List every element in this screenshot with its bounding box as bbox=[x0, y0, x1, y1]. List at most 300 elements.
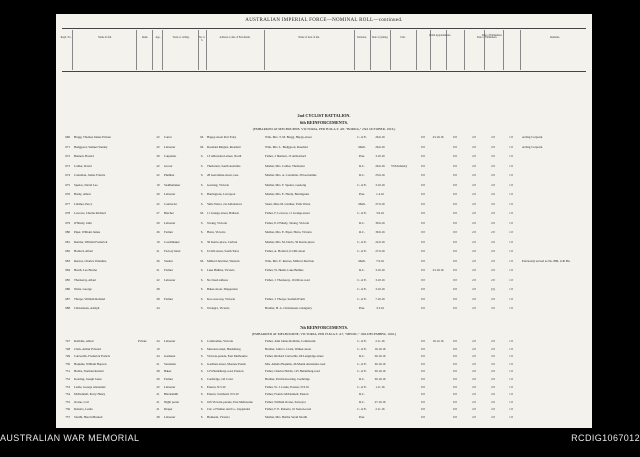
date-joined: 30.10.16 bbox=[374, 362, 386, 366]
pay-rate-e: 2 0 bbox=[491, 155, 495, 158]
age: 19 bbox=[156, 240, 160, 244]
marital-status: S. bbox=[200, 307, 204, 310]
table-row bbox=[56, 416, 592, 422]
regtl-no-header: Regtl. No. bbox=[60, 36, 72, 39]
section1-subtitle: 6th REINFORCEMENTS. bbox=[300, 120, 348, 125]
pay-rate-a: 0 0 bbox=[421, 193, 425, 196]
next-of-kin: Father, Charles Hobbs, 125 Heidelberg-road bbox=[265, 370, 320, 374]
religion: Pres. bbox=[358, 416, 366, 419]
pay-rate-d: 2 0 bbox=[472, 340, 476, 343]
religion: Meth. bbox=[358, 202, 366, 206]
pay-rate-e: 2 0 bbox=[491, 297, 495, 301]
marital-status: S. bbox=[200, 164, 204, 168]
next-of-kin: Mother, Mrs. E. Piper, Harta, Victoria bbox=[265, 231, 312, 234]
age: 26 bbox=[156, 259, 160, 263]
next-of-kin: Brother, H. A. Christensen, Glengarry bbox=[265, 307, 312, 310]
religion: C. of E. bbox=[357, 347, 367, 351]
regtl-number: 757 bbox=[65, 416, 70, 419]
next-of-kin-header: Name of next of kin. bbox=[298, 36, 320, 39]
pay-rate-f: 1 0 bbox=[509, 408, 513, 412]
pay-rate-d: 2 0 bbox=[472, 212, 476, 215]
trade: Station bbox=[164, 259, 173, 263]
next-of-kin: Father, F. Lowrow, 11 Grange-street bbox=[265, 212, 310, 215]
regtl-number: 688 bbox=[65, 307, 70, 310]
table-row bbox=[56, 222, 592, 228]
table-row bbox=[56, 231, 592, 237]
relation-header: Relation. bbox=[357, 36, 367, 39]
soldier-name: Collier, David bbox=[74, 164, 92, 168]
pay-rate-f: 1 0 bbox=[509, 174, 513, 177]
remarks-header: Remarks. bbox=[550, 36, 560, 39]
pay-rate-d: 2 0 bbox=[472, 269, 476, 272]
document-title: AUSTRALIAN IMPERIAL FORCE—NOMINAL ROLL—continued. bbox=[245, 18, 403, 23]
soldier-name: Hobbs, Norman Roland bbox=[74, 370, 104, 374]
pay-rate-c: 0 0 bbox=[453, 307, 457, 310]
age: 20 bbox=[156, 155, 160, 158]
table-row bbox=[56, 288, 592, 294]
marital-status: S. bbox=[200, 400, 204, 404]
regtl-number: 752 bbox=[65, 378, 70, 381]
address: Lake Bulline, Victoria bbox=[207, 269, 235, 272]
date-joined: 3.9.16 bbox=[376, 212, 384, 215]
age: 21 bbox=[156, 408, 160, 412]
age: 22 bbox=[156, 136, 160, 139]
address: Euston, Swimsall, N.S.W. bbox=[207, 393, 240, 397]
regtl-number: 679 bbox=[65, 221, 70, 225]
pay-rate-f: 1 0 bbox=[509, 212, 513, 215]
trade: Coachmaker bbox=[164, 240, 180, 244]
soldier-name: Waite, George bbox=[74, 288, 92, 291]
pay-rate-e: 2 0 bbox=[491, 416, 495, 419]
religion: Pres. bbox=[358, 307, 366, 310]
pay-rate-c: 0 0 bbox=[453, 221, 457, 225]
marital-status: S. bbox=[200, 231, 204, 234]
pay-rate-e: 2 0 bbox=[491, 183, 495, 187]
pay-rate-a: 0 0 bbox=[421, 240, 425, 244]
soldier-name: Rentiss, William Frederick bbox=[74, 240, 108, 244]
date-joined: 7.9.16 bbox=[376, 259, 384, 263]
address: Koo-wee-rup, Victoria bbox=[207, 297, 235, 301]
next-of-kin: Father, J. Thorpe, Seafield Farm bbox=[265, 297, 305, 301]
rank: Private bbox=[138, 340, 147, 343]
remarks: Previously served as No. 886, 11th Bn. bbox=[522, 259, 571, 263]
pay-rate-e: 2 0 bbox=[491, 231, 495, 234]
pay-rate-f: 1 0 bbox=[509, 307, 513, 310]
religion: C. of E. bbox=[357, 136, 367, 139]
next-of-kin: Sister, Miss M. Lindner, Yalla Warra bbox=[265, 202, 311, 206]
religion: R.C. bbox=[359, 269, 365, 272]
soldier-name: Roberts, Leslie bbox=[74, 408, 93, 412]
table-row bbox=[56, 348, 592, 354]
table-row bbox=[56, 408, 592, 414]
date-joined: 26.6.16 bbox=[375, 145, 385, 149]
religion: C. of E. bbox=[357, 212, 367, 215]
trade: Saddlemaker bbox=[164, 183, 181, 187]
table-row bbox=[56, 393, 592, 399]
pay-rate-c: 0 0 bbox=[453, 164, 457, 168]
religion: C. of E. bbox=[357, 297, 367, 301]
religion: C. of E. bbox=[357, 278, 367, 282]
date-joined: 26.6.16 bbox=[375, 136, 385, 139]
next-of-kin: Mother, Mrs. A. Conrelian, 28 Gerrantine bbox=[265, 174, 317, 177]
marital-status: S. bbox=[200, 240, 204, 244]
header-rule-bottom bbox=[62, 71, 586, 72]
date-joined: 3.10.16 bbox=[375, 155, 385, 158]
next-of-kin: Father, Francis McDonnell, Euston bbox=[265, 393, 309, 397]
pay-rate-d: 2 0 bbox=[472, 259, 476, 263]
pay-rate-c: 0 0 bbox=[453, 250, 457, 253]
soldier-name: Piper, William James bbox=[74, 231, 101, 234]
address: Tarang, Victoria bbox=[207, 221, 227, 225]
table-row bbox=[56, 401, 592, 407]
pay-rate-d: 2 0 bbox=[472, 221, 476, 225]
trade: Labourer bbox=[164, 221, 176, 225]
soldier-name: Hopkins, William Hopson bbox=[74, 362, 107, 366]
soldier-name: Koering, Joseph Jones bbox=[74, 378, 102, 381]
religion: Meth. bbox=[358, 145, 366, 149]
regtl-number: 680 bbox=[65, 231, 70, 234]
table-row bbox=[56, 378, 592, 384]
address: Barringtons, Liverpool bbox=[207, 193, 236, 196]
pay-rate-c: 0 0 bbox=[453, 408, 457, 412]
soldier-name: Lowrow, Charles Richard bbox=[74, 212, 106, 215]
pay-rate-f: 1 0 bbox=[509, 347, 513, 351]
trade: Labourer bbox=[164, 145, 176, 149]
table-row bbox=[56, 370, 592, 376]
marital-status: S. bbox=[200, 269, 204, 272]
soldier-name: Holford, Albert bbox=[74, 250, 94, 253]
regtl-number: 673 bbox=[65, 164, 70, 168]
soldier-name: Robbins, Albert bbox=[74, 340, 94, 343]
pay-rate-c: 0 0 bbox=[453, 297, 457, 301]
pay-rate-e: 2 0 bbox=[491, 278, 495, 282]
trade: Farmer bbox=[164, 269, 173, 272]
address: Cnr. of Walker and Co., Gippsland bbox=[207, 408, 250, 412]
pay-rate-e: 2 0 bbox=[491, 400, 495, 404]
age: 21 bbox=[156, 250, 160, 253]
marital-status: S. bbox=[200, 278, 204, 282]
soldier-name: McDonnell, Percy Henry bbox=[74, 393, 106, 397]
regtl-number: 756 bbox=[65, 408, 70, 412]
column-divider bbox=[464, 30, 465, 70]
next-of-kin: Brother, Patrick Koering, Ceebridge bbox=[265, 378, 310, 381]
age: 20 bbox=[156, 221, 160, 225]
pay-rate-a: 0 0 bbox=[421, 288, 425, 291]
next-of-kin: Father, W. J. Leslie, Euston, N.S.W. bbox=[265, 385, 310, 389]
address: Tarangra, Victoria bbox=[207, 307, 230, 310]
table-row bbox=[56, 165, 592, 171]
table-row bbox=[56, 363, 592, 369]
pay-rate-e: 2 0 bbox=[491, 221, 495, 225]
marital-status: M. bbox=[200, 136, 204, 139]
pay-rate-d: 2 0 bbox=[472, 393, 476, 397]
pay-rate-e: 2 0 bbox=[491, 393, 495, 397]
trade-header: Trade or calling. bbox=[172, 36, 190, 39]
date-joined: 30.10.16 bbox=[374, 378, 386, 381]
date-joining-header: Date of joining. bbox=[371, 36, 389, 39]
marital-status: S. bbox=[200, 385, 204, 389]
pay-rate-c: 0 0 bbox=[453, 378, 457, 381]
soldier-name: Bedggood, Samuel Stanley bbox=[74, 145, 108, 149]
religion: C. of E. bbox=[357, 385, 367, 389]
pay-rate-c: 0 0 bbox=[453, 136, 457, 139]
header-rule-top bbox=[62, 28, 586, 29]
age: 20 bbox=[156, 378, 160, 381]
date-joined: 3.3.16 bbox=[376, 307, 384, 310]
next-of-kin: Wife, Mrs. L. Bedggood, Rosebud bbox=[265, 145, 308, 149]
soldier-name: Thorpe, William Rolland bbox=[74, 297, 106, 301]
ms-header: M. or S. bbox=[199, 36, 205, 42]
religion: R.C. bbox=[359, 164, 365, 168]
pay-rate-a: 0 0 bbox=[421, 385, 425, 389]
pay-rate-f: 1 0 bbox=[509, 297, 513, 301]
regtl-number: 681 bbox=[65, 240, 70, 244]
regtl-number: 754 bbox=[65, 393, 70, 397]
age: 28 bbox=[156, 416, 160, 419]
soldier-name: Lindner, Percy bbox=[74, 202, 93, 206]
regtl-number: 675 bbox=[65, 183, 70, 187]
pay-rate-d: 2 0 bbox=[472, 164, 476, 168]
date-joined: 2.11.16 bbox=[375, 408, 385, 412]
pay-rate-f: 1 0 bbox=[509, 355, 513, 359]
next-of-kin: Father, F. E. Roberts, 10 Saxton-road bbox=[265, 408, 311, 412]
next-of-kin: Father, Richard Cartwellis, 66 Langridge-street bbox=[265, 355, 324, 359]
pay-rate-a: 0 0 bbox=[421, 278, 425, 282]
pay-rate-a: 0 0 bbox=[421, 355, 425, 359]
pay-rate-d: 2 0 bbox=[472, 385, 476, 389]
pay-rate-d: 2 0 bbox=[472, 278, 476, 282]
column-divider bbox=[136, 30, 137, 70]
column-divider bbox=[520, 30, 521, 70]
date-joined: 16.10.16 bbox=[374, 347, 386, 351]
pay-rate-a: 0 0 bbox=[421, 400, 425, 404]
trade: Farmer bbox=[164, 378, 173, 381]
soldier-name: Hardy, Albert bbox=[74, 193, 91, 196]
table-row bbox=[56, 212, 592, 218]
pay-rate-f: 1 0 bbox=[509, 221, 513, 225]
address: Yalla Warra, via Abbotsford bbox=[207, 202, 242, 206]
table-row bbox=[56, 184, 592, 190]
pay-rate-a: 0 0 bbox=[421, 340, 425, 343]
address: Euston, N.S.W. bbox=[207, 385, 227, 389]
rank-header: Rank. bbox=[141, 36, 149, 39]
address: Gardiner-street, Moonee Ponds bbox=[207, 362, 246, 366]
trade: Labourer bbox=[164, 193, 176, 196]
age: 24 bbox=[156, 355, 160, 359]
date-joined: 26.10.16 bbox=[374, 355, 386, 359]
pay-rate-d: 2 0 bbox=[472, 416, 476, 419]
pay-rate-e: (5) bbox=[491, 288, 495, 291]
age: 21 bbox=[156, 400, 160, 404]
date-joined: 23.6.16 bbox=[375, 174, 385, 177]
soldier-name: Streiht, Harold Burnett bbox=[74, 416, 103, 419]
address: Moreton-street, Heidelberg bbox=[207, 347, 241, 351]
pay-rate-a: 0 0 bbox=[421, 307, 425, 310]
pay-rate-a: 0 0 bbox=[421, 362, 425, 366]
pay-rate-f: 1 0 bbox=[509, 362, 513, 366]
pay-rate-c: 0 0 bbox=[453, 212, 457, 215]
religion: R.C. bbox=[359, 378, 365, 381]
age: 24 bbox=[156, 307, 160, 310]
age: 21 bbox=[156, 269, 160, 272]
regtl-number: 672 bbox=[65, 155, 70, 158]
pay-rate-c: 0 0 bbox=[453, 231, 457, 234]
footer-reference: RCDIG1067012 bbox=[571, 433, 640, 443]
table-row bbox=[56, 355, 592, 361]
pay-rate-f: 1 0 bbox=[509, 393, 513, 397]
pay-rate-a: 0 0 bbox=[421, 164, 425, 168]
date-joined: 1.11.16 bbox=[375, 385, 385, 389]
pay-rate-e: 2 0 bbox=[491, 385, 495, 389]
pay-rate-a: 0 0 bbox=[421, 416, 425, 419]
religion: C. of E. bbox=[357, 250, 367, 253]
next-of-kin: Father, William Ocane, Surveyor bbox=[265, 400, 306, 404]
pay-rate-c: 0 0 bbox=[453, 259, 457, 263]
marital-status: S. bbox=[200, 362, 204, 366]
age: 22 bbox=[156, 145, 160, 149]
pay-rate-e: 2 0 bbox=[491, 307, 495, 310]
unit-header: Unit. bbox=[400, 36, 406, 39]
date-joined: 30.10.16 bbox=[374, 370, 386, 374]
pay-rate-f: 1 0 bbox=[509, 416, 513, 419]
address: Thebarton, South Australia bbox=[207, 164, 241, 168]
column-divider bbox=[198, 30, 199, 70]
table-row bbox=[56, 269, 592, 275]
column-divider bbox=[152, 30, 153, 70]
pay-rate-e: 2 0 bbox=[491, 164, 495, 168]
age: 19 bbox=[156, 347, 160, 351]
table-row bbox=[56, 174, 592, 180]
date-joined: 3.10.16 bbox=[375, 183, 385, 187]
pay-rate-f: 1 0 bbox=[509, 278, 513, 282]
next-of-kin: Mrs. Amelia Hopkins, 46 Mount Alexander-road bbox=[265, 362, 326, 366]
regtl-number: 687 bbox=[65, 297, 70, 301]
pay-rate-a: 0 0 bbox=[421, 145, 425, 149]
pay-rate-d: 2 0 bbox=[472, 297, 476, 301]
pay-rate-c: 0 0 bbox=[453, 240, 457, 244]
pay-rate-c: 0 0 bbox=[453, 416, 457, 419]
pay-rate-a: 0 0 bbox=[421, 136, 425, 139]
regtl-number: 683 bbox=[65, 259, 70, 263]
address: 125 Heidelberg-road, Preston bbox=[207, 370, 244, 374]
trade: Carpenter bbox=[164, 155, 177, 158]
pay-rate-e: 2 0 bbox=[491, 259, 495, 263]
pay-rate-e: 2 0 bbox=[491, 408, 495, 412]
pay-rate-f: 1 0 bbox=[509, 378, 513, 381]
pay-rate-a: 0 0 bbox=[421, 202, 425, 206]
unit: 57th Infantry bbox=[391, 164, 408, 168]
pay-rate-f: 1 0 bbox=[509, 155, 513, 158]
section1-embark: (EMBARKED AT MELBOURNE, VICTORIA, PER H.M.A.T. A8, "BORDA," 23rd OCTOBER, 1916.) bbox=[252, 127, 396, 131]
age-header: Age. bbox=[155, 36, 161, 39]
regtl-number: 753 bbox=[65, 385, 70, 389]
address: 6 Cliff-street, South Yarra bbox=[207, 250, 239, 253]
marital-status: S. bbox=[200, 416, 204, 419]
next-of-kin: Father, W. Heath, Lake Bulline bbox=[265, 269, 304, 272]
pay-rate-c: 0 0 bbox=[453, 278, 457, 282]
pay-rate-a: 0 0 bbox=[421, 347, 425, 351]
religion: C. of E. bbox=[357, 183, 367, 187]
marital-status: S. bbox=[200, 297, 204, 301]
pay-rate-d: 2 0 bbox=[472, 240, 476, 244]
address: 106 Victoria-parade, East Melbourne bbox=[207, 400, 253, 404]
embark-date: 23.10.16 bbox=[432, 136, 444, 139]
pay-rate-f: 1 0 bbox=[509, 193, 513, 196]
trade: Butcher bbox=[164, 212, 174, 215]
next-of-kin: Father, P. O'Shady, Tarang, Victoria bbox=[265, 221, 310, 225]
pay-rate-f: 1 0 bbox=[509, 231, 513, 234]
pay-rate-e: 2 0 bbox=[491, 240, 495, 244]
trade: Baker bbox=[164, 370, 172, 374]
address: 13 Abbotsford-street, North bbox=[207, 155, 242, 158]
marital-status: S. bbox=[200, 155, 204, 158]
address: Baker-street, Shepparton bbox=[207, 288, 238, 291]
religion: Meth. bbox=[358, 259, 366, 263]
regtl-number: 685 bbox=[65, 278, 70, 282]
religion: C. of E. bbox=[357, 288, 367, 291]
pay-rate-c: 0 0 bbox=[453, 288, 457, 291]
pay-rate-c: 0 0 bbox=[453, 202, 457, 206]
date-joined: 22.6.16 bbox=[375, 240, 385, 244]
address-header: Address at date of Enrolment. bbox=[219, 36, 251, 39]
pay-rate-e: 2 0 bbox=[491, 370, 495, 374]
date-joined: 30.6.16 bbox=[375, 231, 385, 234]
next-of-kin: Father, J. Bennett, 13 Abbotsford bbox=[265, 155, 307, 158]
religion: Pres. bbox=[358, 155, 366, 158]
date-joined: 27.10.16 bbox=[374, 400, 386, 404]
pay-rate-c: 0 0 bbox=[453, 385, 457, 389]
religion: C. of E. bbox=[357, 340, 367, 343]
table-row bbox=[56, 260, 592, 266]
next-of-kin: Father, A. Holford, 6 Cliff-street bbox=[265, 250, 306, 253]
pay-rate-e: 2 0 bbox=[491, 347, 495, 351]
pay-rate-e: 2 0 bbox=[491, 355, 495, 359]
regtl-number: 751 bbox=[65, 370, 70, 374]
pay-rate-c: 0 0 bbox=[453, 370, 457, 374]
next-of-kin: Mother, Mrs. Collier, Thebarton bbox=[265, 164, 305, 168]
section2-embark: (EMBARKED AT MELBOURNE, VICTORIA, PER H.M.A.T. A7, "MEDIC," 16th DECEMBER, 1916.) bbox=[251, 332, 397, 336]
address: Ceebridge, vid Colac bbox=[207, 378, 234, 381]
religion: C. of E. bbox=[357, 408, 367, 412]
pay-rate-f: 1 0 bbox=[509, 269, 513, 272]
column-divider bbox=[264, 30, 265, 70]
pay-rate-f: 1 0 bbox=[509, 385, 513, 389]
pay-rate-d: 2 0 bbox=[472, 155, 476, 158]
pay-rate-e: 2 0 bbox=[491, 145, 495, 149]
pay-rate-f: 1 0 bbox=[509, 288, 513, 291]
enlistment-date-group: Date of Enlistment. bbox=[481, 34, 503, 37]
pay-rate-c: 0 0 bbox=[453, 393, 457, 397]
pay-rate-d: 2 0 bbox=[472, 307, 476, 310]
pay-rate-a: 0 0 bbox=[421, 221, 425, 225]
marital-status: S. bbox=[200, 340, 204, 343]
soldier-name: Leslie, George Alexander bbox=[74, 385, 106, 389]
soldier-name: Spence, David Leo bbox=[74, 183, 98, 187]
regtl-number: 747 bbox=[65, 340, 70, 343]
soldier-name: Christensen, Adolph bbox=[74, 307, 100, 310]
next-of-kin: Father, J. Thackeray, 16 Oliver-road bbox=[265, 278, 310, 282]
next-of-kin: Father, John James Robbins, Coldstream bbox=[265, 340, 316, 343]
embark-date: 16.12.16 bbox=[432, 340, 444, 343]
trade: Grocer bbox=[164, 164, 173, 168]
next-of-kin: Mother, Mrs. M. Davis, 59 Kerrie-place bbox=[265, 240, 315, 244]
next-of-kin: Mother, Mrs. E. Hardy, Barringtons bbox=[265, 193, 310, 196]
age: 22 bbox=[156, 278, 160, 282]
age: 28 bbox=[156, 370, 160, 374]
soldier-name: Ocane, Carl bbox=[74, 400, 89, 404]
column-divider bbox=[206, 30, 207, 70]
trade: Plumber bbox=[164, 174, 175, 177]
